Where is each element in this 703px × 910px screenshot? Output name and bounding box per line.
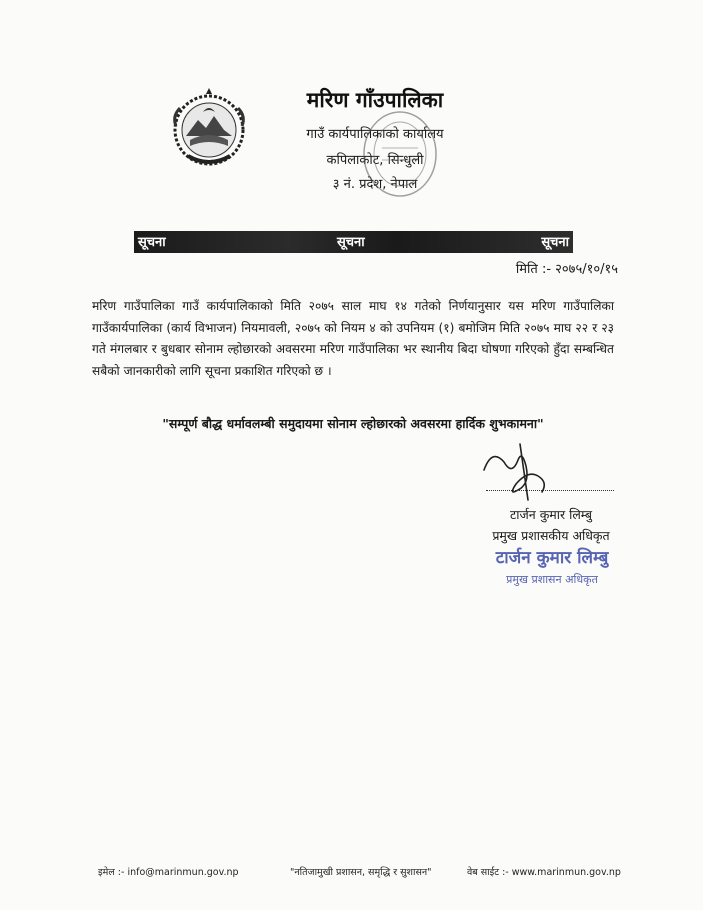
banner-label-right: सूचना	[541, 235, 569, 250]
notice-body: मरिण गाउँपालिका गाउँ कार्यपालिकाको मिति २०७५ साल माघ १४ गतेको निर्णयानुसार यस मरिण गाउँपालिका गाउँकार्यपालिका (कार्य विभाजन) नियमावली, २०७५ को नियम ४ को उपनियम (१) बमोजिम मिति २०७५ माघ २२ र २३ गते मंगलबार र बुधबार सोनाम ल्होछारको अवसरमा मरिण गाउँपालिका भर स्थानीय बिदा घोषणा गरिएको हुँदा सम्बन्धित सबैको जानकारीको लागि सूचना प्रकाशित गरिएको छ ।	[92, 299, 614, 378]
greeting-message: "सम्पूर्ण बौद्ध धर्मावलम्बी समुदायमा सोनाम ल्होछारको अवसरमा हार्दिक शुभकामना"	[162, 416, 544, 431]
footer-slogan: "नतिजामुखी प्रशासन, समृद्धि र सुशासन"	[290, 867, 432, 878]
notice-banner	[134, 231, 573, 253]
footer-email: इमेल :- info@marinmun.gov.np	[98, 867, 239, 878]
stamp-signatory-title: प्रमुख प्रशासन अधिकृत	[506, 573, 598, 586]
banner-label-left: सूचना	[138, 235, 166, 250]
footer-website: वेब साईट :- www.marinmun.gov.np	[467, 867, 621, 878]
office-stamp-icon	[360, 108, 440, 202]
signature-icon	[478, 440, 558, 504]
notice-date: मिति :- २०७५/१०/१५	[515, 262, 618, 277]
signatory-name: टार्जन कुमार लिम्बु	[509, 507, 593, 522]
signature-line	[486, 490, 614, 491]
signatory-title: प्रमुख प्रशासकीय अधिकृत	[492, 528, 610, 543]
stamp-signatory-name: टार्जन कुमार लिम्बु	[495, 548, 609, 568]
office-name: गाउँ कार्यपालिकाको कार्यालय	[306, 127, 444, 142]
banner-label-center: सूचना	[337, 235, 365, 250]
page-title: मरिण गाँउपालिका	[306, 88, 444, 112]
office-province: ३ नं. प्रदेश, नेपाल	[332, 177, 418, 192]
nepal-emblem-icon	[166, 86, 252, 170]
office-address: कपिलाकोट, सिन्धुली	[326, 153, 424, 168]
